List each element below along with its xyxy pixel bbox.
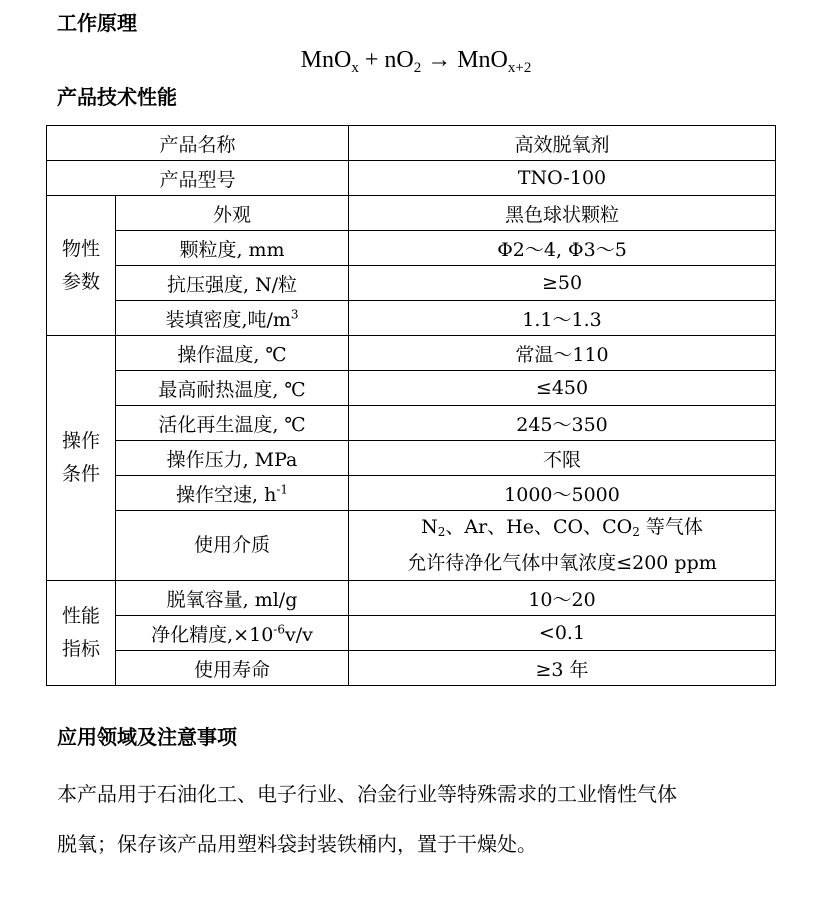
section-heading-principle: 工作原理 bbox=[57, 11, 137, 35]
label-cell: 最高耐热温度, ℃ bbox=[116, 371, 349, 406]
table-row bbox=[47, 406, 776, 441]
section-heading-tech: 产品技术性能 bbox=[57, 85, 177, 109]
value-cell: ≥50 bbox=[349, 266, 776, 301]
label-cell: 操作温度, ℃ bbox=[116, 336, 349, 371]
table-row bbox=[47, 581, 776, 616]
value-cell: 黑色球状颗粒 bbox=[349, 196, 776, 231]
table-row bbox=[47, 126, 776, 161]
value-cell: ≤450 bbox=[349, 371, 776, 406]
table-row bbox=[47, 196, 776, 231]
label-cell: 使用寿命 bbox=[116, 651, 349, 686]
label-cell: 装填密度,吨$/m^3$ bbox=[116, 301, 349, 336]
table-row bbox=[47, 231, 776, 266]
value-cell: 10～20 bbox=[349, 581, 776, 616]
value-cell: 不限 bbox=[349, 441, 776, 476]
value-cell: 常温～110 bbox=[349, 336, 776, 371]
table-row bbox=[47, 441, 776, 476]
label-cell: 使用介质 bbox=[116, 511, 349, 581]
label-cell: 抗压强度, N/粒 bbox=[116, 266, 349, 301]
label-cell: 颗粒度, mm bbox=[116, 231, 349, 266]
section-heading-application: 应用领域及注意事项 bbox=[57, 725, 237, 749]
value-cell: ≥3 年 bbox=[349, 651, 776, 686]
label-cell: 操作空速, $h^{-1}$ bbox=[116, 476, 349, 511]
table-row bbox=[47, 616, 776, 651]
table-row bbox=[47, 511, 776, 581]
label-cell: 产品名称 bbox=[47, 126, 349, 161]
value-cell: Φ2～4, Φ3～5 bbox=[349, 231, 776, 266]
value-cell: 高效脱氧剂 bbox=[349, 126, 776, 161]
value-cell: 1.1～1.3 bbox=[349, 301, 776, 336]
label-cell: 外观 bbox=[116, 196, 349, 231]
table-row bbox=[47, 476, 776, 511]
value-cell: TNO-100 bbox=[349, 161, 776, 196]
label-cell: 活化再生温度, ℃ bbox=[116, 406, 349, 441]
label-cell: 产品型号 bbox=[47, 161, 349, 196]
paragraph-line-1: 本产品用于石油化工、电子行业、冶金行业等特殊需求的工业惰性气体 bbox=[57, 782, 677, 806]
table-row bbox=[47, 336, 776, 371]
value-cell bbox=[349, 511, 776, 581]
value-cell: <0.1 bbox=[349, 616, 776, 651]
table-row bbox=[47, 161, 776, 196]
table-row bbox=[47, 651, 776, 686]
group-cell-operation: 操作 条件 bbox=[47, 336, 116, 581]
medium-line-1: $N_2$、Ar、He、CO、$CO_2$ 等气体 bbox=[421, 516, 703, 539]
value-cell: 1000～5000 bbox=[349, 476, 776, 511]
spec-table bbox=[46, 125, 776, 686]
label-cell: 净化精度$,\times 10^{-6}v/v$ bbox=[116, 616, 349, 651]
reaction-formula: $MnO_x + nO_2 \to MnO_{x+2}$ bbox=[300, 47, 532, 76]
table-row bbox=[47, 371, 776, 406]
medium-line-2: 允许待净化气体中氧浓度≤200 ppm bbox=[407, 552, 717, 574]
group-cell-performance: 性能 指标 bbox=[47, 581, 116, 686]
group-cell-physical: 物性 参数 bbox=[47, 196, 116, 336]
paragraph-line-2: 脱氧；保存该产品用塑料袋封装铁桶内，置于干燥处。 bbox=[57, 832, 537, 856]
label-cell: 操作压力, MPa bbox=[116, 441, 349, 476]
table-row bbox=[47, 301, 776, 336]
label-cell: 脱氧容量, ml/g bbox=[116, 581, 349, 616]
table-row bbox=[47, 266, 776, 301]
value-cell: 245～350 bbox=[349, 406, 776, 441]
